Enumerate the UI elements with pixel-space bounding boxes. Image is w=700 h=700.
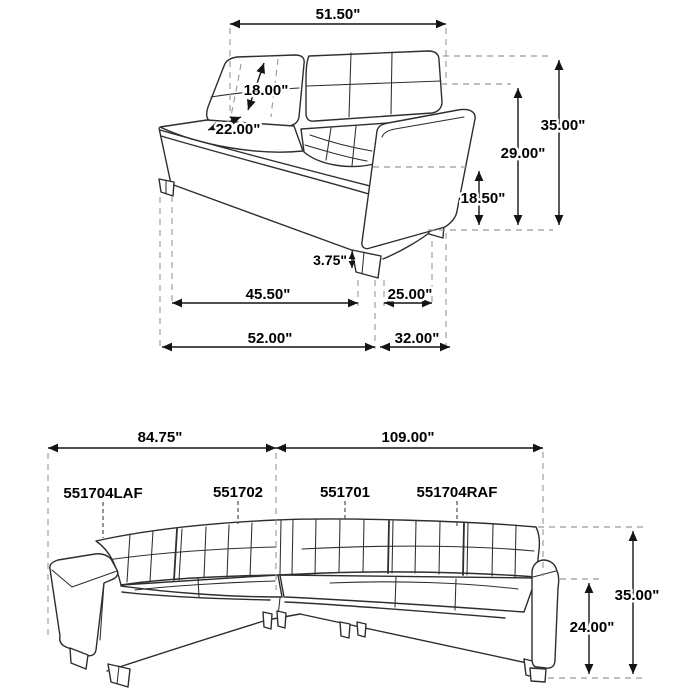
loveseat-seat-width-label: 45.50" (245, 286, 291, 303)
loveseat-back-height-label: 29.00" (500, 145, 546, 162)
sectional-overall-height-label: 35.00" (614, 587, 660, 604)
loveseat-back-cushion-label: 18.00" (243, 82, 289, 99)
loveseat-overall-width-label: 52.00" (247, 330, 293, 347)
loveseat-side-depth-label: 25.00" (387, 286, 433, 303)
part-label-551704raf: 551704RAF (416, 484, 498, 501)
sectional-arm-height-label: 24.00" (569, 619, 615, 636)
sectional-right-width-label: 109.00" (381, 429, 435, 446)
loveseat-overall-height-label: 35.00" (540, 117, 586, 134)
part-label-551704laf: 551704LAF (63, 485, 143, 502)
loveseat-artwork (159, 51, 475, 278)
sectional-artwork (50, 519, 559, 687)
loveseat-arm-height-label: 18.50" (460, 190, 506, 207)
loveseat-overall-depth-label: 32.00" (394, 330, 440, 347)
part-label-551702: 551702 (212, 484, 264, 501)
part-label-551701: 551701 (319, 484, 371, 501)
loveseat-leg-height-label: 3.75" (313, 252, 347, 268)
loveseat-top-width-label: 51.50" (315, 6, 361, 23)
sectional-left-width-label: 84.75" (137, 429, 183, 446)
loveseat-seat-depth-label: 22.00" (215, 121, 261, 138)
